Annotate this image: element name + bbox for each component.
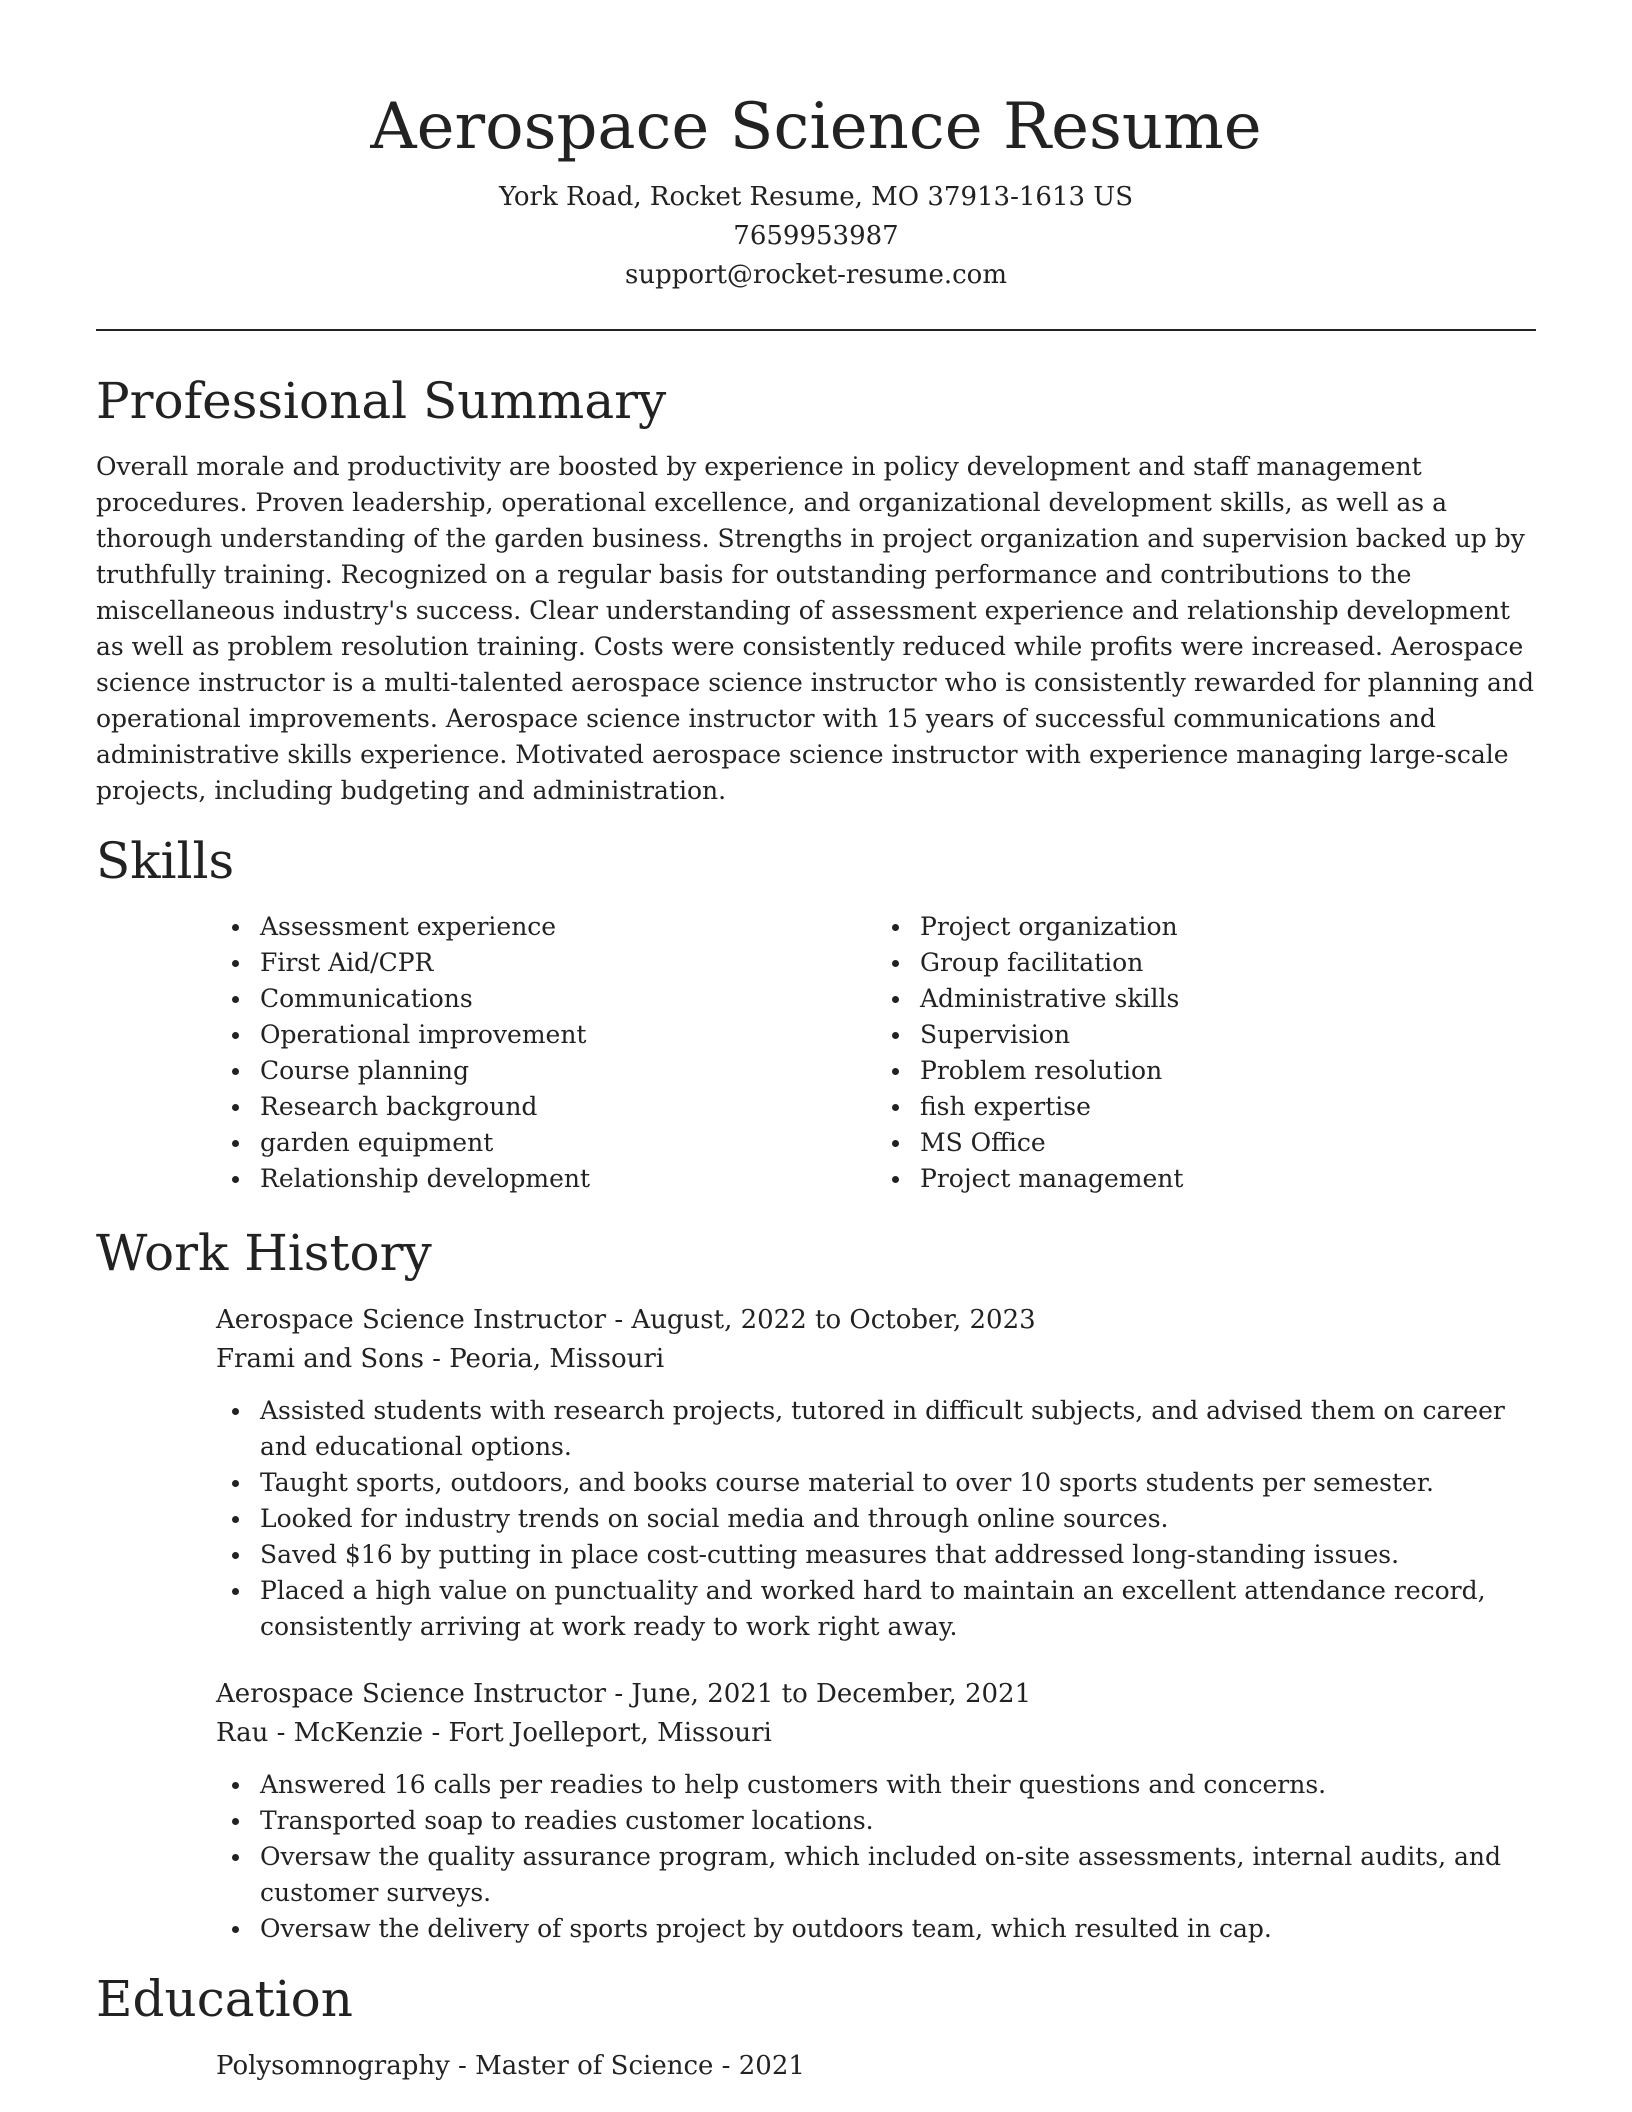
list-item: Placed a high value on punctuality and worked hard to maintain an excellent attendance record, consistently arriving at work ready to work right away. <box>260 1573 1536 1645</box>
list-item: Taught sports, outdoors, and books course material to over 10 sports students per semester. <box>260 1465 1536 1501</box>
job-entry <box>216 1301 1536 1645</box>
resume-header <box>96 0 1536 295</box>
skill-item: Communications <box>260 981 876 1017</box>
job-entry <box>216 1675 1536 1947</box>
list-item: Assisted students with research projects, tutored in difficult subjects, and advised them on career and educational options. <box>260 1393 1536 1465</box>
skill-item: Problem resolution <box>920 1053 1536 1089</box>
skill-item: Project management <box>920 1161 1536 1197</box>
job-heading: Aerospace Science Instructor - August, 2022 to October, 2023 <box>216 1305 1036 1335</box>
skill-item: First Aid/CPR <box>260 945 876 981</box>
job-bullets <box>216 1767 1536 1947</box>
phone-text: 7659953987 <box>733 221 899 251</box>
job-company: Frami and Sons - Peoria, Missouri <box>216 1344 665 1374</box>
resume-title: Aerospace Science Resume <box>370 90 1262 164</box>
skills-list-right <box>876 909 1536 1197</box>
list-item: Answered 16 calls per readies to help customers with their questions and concerns. <box>260 1767 1536 1803</box>
job-heading: Aerospace Science Instructor - June, 2021 to December, 2021 <box>216 1679 1032 1709</box>
education-entry <box>216 2047 1536 2086</box>
skill-item: Assessment experience <box>260 909 876 945</box>
skills-section <box>96 831 1536 1197</box>
list-item: Oversaw the quality assurance program, which included on-site assessments, internal audits, and customer surveys. <box>260 1839 1536 1911</box>
skill-item: Group facilitation <box>920 945 1536 981</box>
summary-heading: Professional Summary <box>96 372 667 430</box>
job-company: Rau - McKenzie - Fort Joelleport, Missouri <box>216 1718 772 1748</box>
skill-item: Course planning <box>260 1053 876 1089</box>
list-item: Transported soap to readies customer locations. <box>260 1803 1536 1839</box>
skill-item: Project organization <box>920 909 1536 945</box>
email-text: support@rocket-resume.com <box>624 260 1007 290</box>
skill-item: Research background <box>260 1089 876 1125</box>
education-heading: Education <box>96 1970 353 2028</box>
summary-text: Overall morale and productivity are boosted by experience in policy development and staff management procedures. Proven leadership, operational excellence, and organizational development skills, as well as a thorough understanding of the garden business. Strengths in project organization and supervision backed up by truthfully training. Recognized on a regular basis for outstanding performance and contributions to the miscellaneous industry's success. Clear understanding of assessment experience and relationship development as well as problem resolution training. Costs were consistently reduced while profits were increased. Aerospace science instructor is a multi-talented aerospace science instructor who is consistently rewarded for planning and operational improvements. Aerospace science instructor with 15 years of successful communications and administrative skills experience. Motivated aerospace science instructor with experience managing large-scale projects, including budgeting and administration. <box>96 452 1534 805</box>
header-divider <box>96 329 1536 331</box>
skill-item: Relationship development <box>260 1161 876 1197</box>
skill-item: Supervision <box>920 1017 1536 1053</box>
skill-item: MS Office <box>920 1125 1536 1161</box>
job-bullets <box>216 1393 1536 1645</box>
list-item: Saved $16 by putting in place cost-cutting measures that addressed long-standing issues. <box>260 1537 1536 1573</box>
education-section <box>96 1969 1536 2086</box>
skills-grid <box>216 909 1536 1197</box>
work-history-heading: Work History <box>96 1224 432 1282</box>
skill-item: garden equipment <box>260 1125 876 1161</box>
contact-info <box>96 178 1536 295</box>
list-item: Oversaw the delivery of sports project by outdoors team, which resulted in cap. <box>260 1911 1536 1947</box>
skill-item: Administrative skills <box>920 981 1536 1017</box>
skills-heading: Skills <box>96 832 235 890</box>
work-history-section <box>96 1223 1536 1947</box>
resume-page <box>96 0 1536 2086</box>
skills-list-left <box>216 909 876 1197</box>
list-item: Looked for industry trends on social media and through online sources. <box>260 1501 1536 1537</box>
skill-item: fish expertise <box>920 1089 1536 1125</box>
skill-item: Operational improvement <box>260 1017 876 1053</box>
summary-section <box>96 371 1536 809</box>
address-text: York Road, Rocket Resume, MO 37913-1613 US <box>498 182 1134 212</box>
education-heading-line: Polysomnography - Master of Science - 2021 <box>216 2051 805 2081</box>
